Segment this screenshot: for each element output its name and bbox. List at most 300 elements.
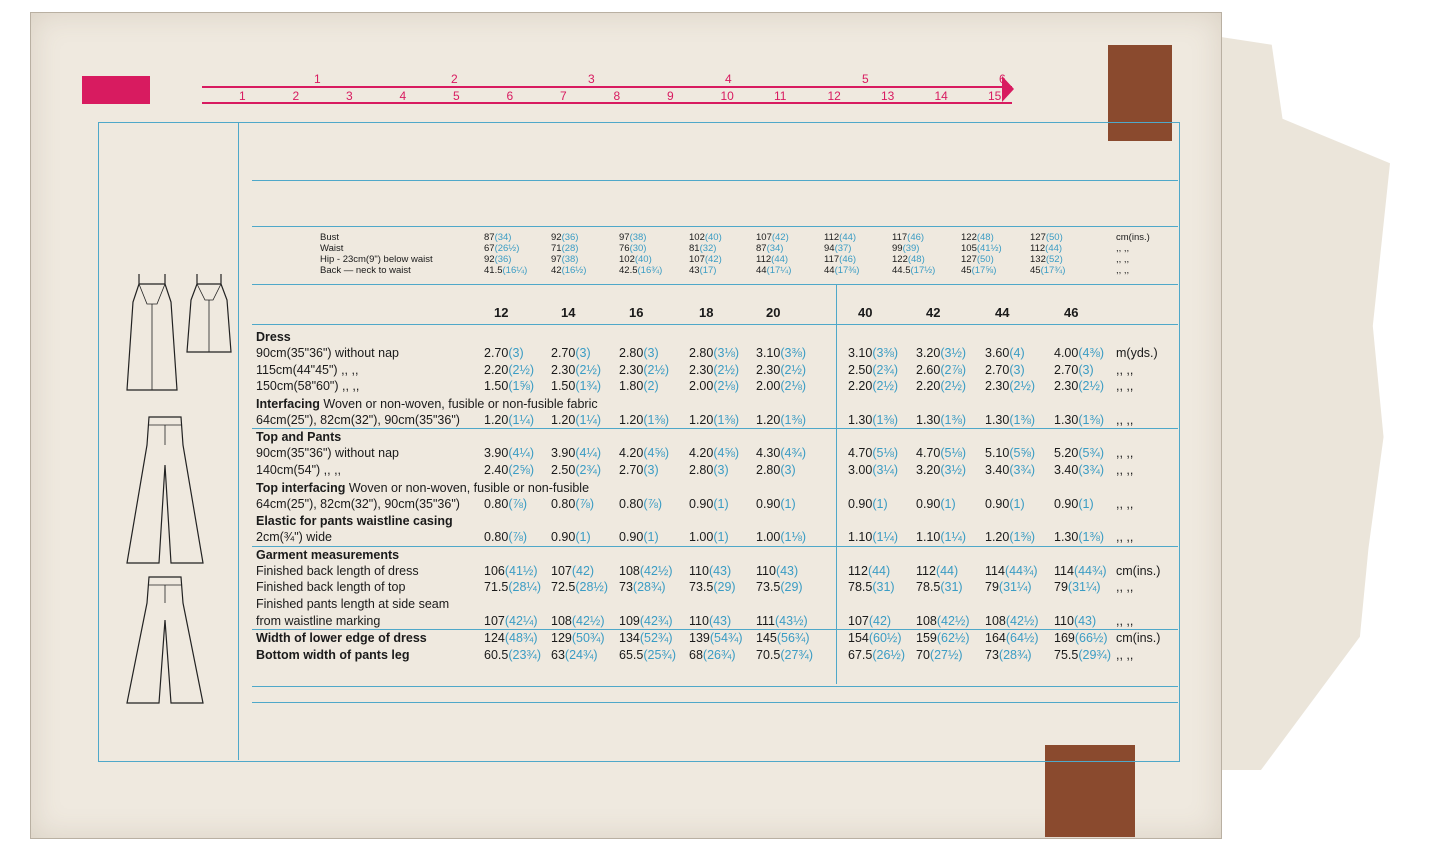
section-heading bbox=[256, 514, 453, 528]
amount-metric: 134 bbox=[619, 631, 640, 646]
amount-imperial: (3⅛) bbox=[713, 346, 740, 360]
measurement-imperial: (48) bbox=[976, 232, 994, 243]
fabric-amount bbox=[916, 363, 966, 377]
amount-metric: 68 bbox=[689, 647, 703, 662]
measurement-value bbox=[689, 232, 722, 243]
measurement-value bbox=[756, 243, 783, 254]
fabric-amount bbox=[551, 379, 601, 393]
measurement-imperial: (17½) bbox=[910, 265, 936, 276]
row-unit: ,, ,, bbox=[1116, 446, 1134, 461]
fabric-amount bbox=[848, 564, 890, 578]
measurement-metric: 43 bbox=[689, 265, 700, 276]
amount-metric: 107 bbox=[484, 613, 505, 628]
measurement-imperial: (38) bbox=[629, 232, 647, 243]
amount-metric: 108 bbox=[551, 613, 572, 628]
measurement-metric: 71 bbox=[551, 243, 562, 254]
section-heading-text: Interfacing bbox=[256, 396, 320, 411]
fabric-amount bbox=[484, 631, 538, 645]
amount-imperial: (31) bbox=[940, 580, 963, 595]
measurement-metric: 107 bbox=[756, 232, 772, 243]
fabric-amount bbox=[484, 363, 534, 377]
measurement-metric: 122 bbox=[892, 254, 908, 265]
amount-metric: 129 bbox=[551, 631, 572, 646]
measurement-metric: 97 bbox=[619, 232, 630, 243]
fabric-amount bbox=[985, 631, 1039, 645]
amount-imperial: (1⅝) bbox=[508, 379, 535, 394]
amount-metric: 2.40 bbox=[484, 463, 509, 477]
amount-imperial: (1¼) bbox=[940, 530, 967, 545]
amount-imperial: (⅞) bbox=[643, 496, 663, 511]
amount-metric: 1.10 bbox=[848, 530, 873, 545]
amount-imperial: (28¾) bbox=[632, 580, 666, 595]
fabric-amount bbox=[848, 648, 905, 662]
amount-imperial: (31) bbox=[872, 580, 895, 595]
amount-imperial: (42¾) bbox=[639, 613, 673, 628]
measurement-value bbox=[689, 265, 716, 276]
measurement-value bbox=[892, 243, 919, 254]
amount-imperial: (2⅛) bbox=[780, 379, 807, 394]
measurement-imperial: (32) bbox=[699, 243, 717, 254]
amount-imperial: (3¼) bbox=[872, 463, 899, 477]
measurement-value bbox=[892, 254, 925, 265]
section-heading-text: Top and Pants bbox=[256, 430, 342, 445]
amount-imperial: (5⅛) bbox=[872, 446, 899, 461]
amount-imperial: (44) bbox=[935, 563, 959, 578]
misses-women-divider bbox=[836, 284, 837, 684]
cm-tick: 1 bbox=[239, 89, 246, 103]
fabric-amount bbox=[916, 497, 956, 511]
measurement-imperial: (37) bbox=[834, 243, 852, 254]
fabric-amount bbox=[985, 497, 1025, 511]
amount-metric: 139 bbox=[689, 631, 710, 646]
measurement-value bbox=[824, 243, 851, 254]
amount-metric: 5.10 bbox=[985, 446, 1010, 461]
amount-imperial: (43½) bbox=[775, 613, 808, 628]
fabric-amount bbox=[848, 463, 898, 477]
amount-imperial: (3) bbox=[1078, 362, 1094, 377]
amount-metric: 79 bbox=[985, 580, 999, 595]
measurement-metric: 127 bbox=[1030, 232, 1046, 243]
amount-imperial: (1¾) bbox=[575, 379, 602, 394]
amount-metric: 109 bbox=[619, 613, 640, 628]
fabric-amount bbox=[756, 363, 806, 377]
amount-metric: 114 bbox=[1054, 563, 1074, 578]
inch-tick: 5 bbox=[862, 72, 869, 86]
amount-metric: 0.90 bbox=[985, 496, 1010, 511]
inch-tick: 2 bbox=[451, 72, 458, 86]
amount-imperial: (1) bbox=[780, 496, 796, 511]
fabric-amount bbox=[484, 446, 534, 460]
inch-tick: 3 bbox=[588, 72, 595, 86]
inch-tick: 6 bbox=[999, 72, 1006, 86]
fabric-amount bbox=[689, 530, 729, 544]
amount-imperial: (1⅜) bbox=[780, 412, 807, 427]
amount-metric: 169 bbox=[1054, 631, 1075, 646]
fabric-amount bbox=[985, 580, 1032, 594]
amount-imperial: (2½) bbox=[872, 379, 899, 394]
fabric-amount bbox=[916, 463, 966, 477]
fabric-amount bbox=[619, 614, 673, 628]
amount-metric: 1.20 bbox=[756, 412, 781, 427]
cm-tick: 15 bbox=[988, 89, 1002, 103]
fabric-amount bbox=[756, 346, 806, 360]
amount-imperial: (44) bbox=[867, 563, 891, 578]
fabric-amount bbox=[551, 580, 608, 594]
amount-imperial: (29) bbox=[780, 580, 803, 595]
measurement-imperial: (41½) bbox=[976, 243, 1002, 254]
measurement-imperial: (46) bbox=[907, 232, 925, 243]
fabric-amount bbox=[689, 631, 743, 645]
measurement-imperial: (42) bbox=[771, 232, 789, 243]
amount-metric: 2.30 bbox=[985, 379, 1010, 394]
amount-metric: 2.80 bbox=[619, 346, 644, 360]
fabric-amount bbox=[689, 580, 736, 594]
fabric-amount bbox=[689, 379, 739, 393]
amount-imperial: (43) bbox=[708, 563, 732, 578]
amount-imperial: (3) bbox=[643, 463, 659, 477]
measurement-value bbox=[1030, 265, 1065, 276]
amount-imperial: (2½) bbox=[713, 362, 740, 377]
measurement-metric: 94 bbox=[824, 243, 835, 254]
amount-imperial: (42) bbox=[868, 613, 892, 628]
amount-imperial: (1) bbox=[575, 530, 591, 545]
amount-imperial: (1⅜) bbox=[1009, 412, 1036, 427]
measurement-imperial: (39) bbox=[902, 243, 920, 254]
fabric-amount bbox=[619, 379, 659, 393]
fabric-amount bbox=[619, 648, 676, 662]
inch-tick: 4 bbox=[725, 72, 732, 86]
amount-imperial: (1⅜) bbox=[1078, 530, 1105, 545]
size-header: 44 bbox=[995, 305, 1010, 320]
amount-imperial: (4) bbox=[1009, 346, 1025, 360]
row-label: from waistline marking bbox=[256, 613, 381, 628]
amount-metric: 2.50 bbox=[551, 463, 576, 477]
amount-metric: 2.00 bbox=[689, 379, 714, 394]
cm-tick: 10 bbox=[720, 89, 734, 103]
fabric-amount bbox=[689, 463, 729, 477]
amount-imperial: (3¾) bbox=[1078, 463, 1105, 477]
pants-sketch-2 bbox=[125, 575, 205, 705]
measurement-imperial: (52) bbox=[1045, 254, 1063, 265]
measurement-imperial: (38) bbox=[561, 254, 579, 265]
fabric-amount bbox=[1054, 379, 1104, 393]
fabric-amount bbox=[1054, 631, 1108, 645]
measurement-imperial: (16¼) bbox=[502, 265, 528, 276]
amount-metric: 78.5 bbox=[916, 580, 941, 595]
fabric-amount bbox=[916, 379, 966, 393]
amount-metric: 2.70 bbox=[484, 346, 509, 360]
measurement-value bbox=[619, 243, 646, 254]
amount-metric: 1.20 bbox=[484, 412, 509, 427]
fabric-amount bbox=[689, 564, 731, 578]
measurement-value bbox=[892, 265, 935, 276]
amount-metric: 1.50 bbox=[484, 379, 509, 394]
measurement-metric: 76 bbox=[619, 243, 630, 254]
amount-metric: 0.90 bbox=[619, 530, 644, 545]
fabric-amount bbox=[985, 648, 1032, 662]
amount-imperial: (27½) bbox=[929, 647, 963, 662]
cm-tick: 9 bbox=[667, 89, 674, 103]
measurement-metric: 42 bbox=[551, 265, 562, 276]
size-header: 40 bbox=[858, 305, 873, 320]
measurement-metric: 105 bbox=[961, 243, 977, 254]
amount-imperial: (1) bbox=[713, 496, 729, 511]
measurement-imperial: (40) bbox=[704, 232, 722, 243]
row-unit: ,, ,, bbox=[1116, 647, 1134, 662]
row-label: 140cm(54") ,, ,, bbox=[256, 463, 342, 477]
amount-imperial: (2¾) bbox=[575, 463, 602, 477]
fabric-amount bbox=[985, 446, 1035, 460]
amount-metric: 2.70 bbox=[619, 463, 644, 477]
amount-imperial: (1⅜) bbox=[1078, 412, 1105, 427]
amount-imperial: (26¾) bbox=[702, 647, 736, 662]
amount-metric: 3.20 bbox=[916, 346, 941, 360]
amount-imperial: (5¾) bbox=[1078, 446, 1105, 461]
fabric-amount bbox=[689, 648, 736, 662]
measurement-metric: 45 bbox=[1030, 265, 1041, 276]
fabric-amount bbox=[985, 413, 1035, 427]
amount-imperial: (1) bbox=[1078, 496, 1094, 511]
row-unit: cm(ins.) bbox=[1116, 563, 1161, 578]
measurement-label: Bust bbox=[320, 232, 340, 243]
row-label: Width of lower edge of dress bbox=[256, 631, 427, 646]
amount-imperial: (42½) bbox=[1005, 613, 1039, 628]
amount-imperial: (1⅜) bbox=[1009, 530, 1036, 545]
amount-imperial: (48¾) bbox=[504, 631, 538, 646]
amount-imperial: (42½) bbox=[639, 563, 673, 578]
amount-imperial: (4⅝) bbox=[713, 446, 740, 461]
measurement-metric: 127 bbox=[961, 254, 977, 265]
amount-metric: 4.30 bbox=[756, 446, 781, 461]
cm-tick: 5 bbox=[453, 89, 460, 103]
fabric-amount bbox=[756, 564, 798, 578]
amount-metric: 5.20 bbox=[1054, 446, 1079, 461]
amount-imperial: (29) bbox=[713, 580, 736, 595]
amount-metric: 0.80 bbox=[484, 530, 509, 545]
measurement-metric: 87 bbox=[484, 232, 495, 243]
amount-imperial: (2⅝) bbox=[508, 463, 535, 477]
amount-imperial: (2⅛) bbox=[713, 379, 740, 394]
amount-metric: 0.90 bbox=[848, 496, 873, 511]
row-label: Bottom width of pants leg bbox=[256, 647, 410, 662]
fabric-amount bbox=[619, 463, 659, 477]
amount-imperial: (2½) bbox=[643, 362, 670, 377]
fabric-amount bbox=[551, 631, 605, 645]
section-heading-text: Garment measurements bbox=[256, 547, 400, 562]
measurement-imperial: (40) bbox=[634, 254, 652, 265]
amount-metric: 3.00 bbox=[848, 463, 873, 477]
amount-imperial: (4¼) bbox=[575, 446, 602, 461]
amount-metric: 0.90 bbox=[1054, 496, 1079, 511]
amount-metric: 1.00 bbox=[689, 530, 714, 545]
cm-tick: 7 bbox=[560, 89, 567, 103]
measurement-value bbox=[551, 265, 586, 276]
fabric-amount bbox=[551, 413, 601, 427]
amount-imperial: (26½) bbox=[872, 647, 905, 662]
measurement-metric: 44 bbox=[756, 265, 767, 276]
measurement-metric: 81 bbox=[689, 243, 700, 254]
measurement-imperial: (34) bbox=[494, 232, 512, 243]
measurement-value bbox=[551, 232, 578, 243]
size-header: 20 bbox=[766, 305, 781, 320]
fabric-amount bbox=[916, 446, 966, 460]
amount-metric: 2.20 bbox=[484, 362, 509, 377]
amount-metric: 2.30 bbox=[689, 362, 714, 377]
fabric-amount bbox=[756, 631, 810, 645]
fabric-amount bbox=[848, 631, 902, 645]
amount-metric: 3.90 bbox=[551, 446, 576, 461]
amount-metric: 164 bbox=[985, 631, 1006, 646]
fabric-amount bbox=[985, 463, 1035, 477]
fabric-amount bbox=[985, 530, 1035, 544]
amount-metric: 1.20 bbox=[985, 530, 1010, 545]
amount-metric: 2.20 bbox=[916, 379, 941, 394]
measurement-value bbox=[1030, 232, 1063, 243]
amount-metric: 70 bbox=[916, 647, 930, 662]
measurement-value bbox=[484, 265, 527, 276]
fabric-amount bbox=[1054, 580, 1101, 594]
amount-metric: 1.30 bbox=[1054, 412, 1079, 427]
amount-imperial: (28¾) bbox=[998, 647, 1032, 662]
amount-metric: 1.30 bbox=[916, 412, 941, 427]
row-label: 90cm(35"36") without nap bbox=[256, 346, 399, 360]
measurement-label: Hip - 23cm(9") below waist bbox=[320, 254, 433, 265]
row-label: 2cm(¾") wide bbox=[256, 530, 332, 545]
fabric-amount bbox=[689, 614, 731, 628]
amount-imperial: (62½) bbox=[936, 631, 970, 646]
measurement-unit: ,, ,, bbox=[1116, 254, 1130, 265]
measurement-value bbox=[892, 232, 924, 243]
size-header: 18 bbox=[699, 305, 714, 320]
row-unit: ,, ,, bbox=[1116, 362, 1134, 377]
fabric-amount bbox=[848, 446, 898, 460]
amount-imperial: (3⅜) bbox=[872, 346, 899, 360]
measurement-imperial: (44) bbox=[839, 232, 857, 243]
fabric-amount bbox=[1054, 446, 1104, 460]
fabric-amount bbox=[619, 564, 673, 578]
measurement-metric: 97 bbox=[551, 254, 562, 265]
section-heading bbox=[256, 330, 291, 344]
amount-metric: 112 bbox=[916, 563, 936, 578]
amount-metric: 2.70 bbox=[1054, 362, 1079, 377]
amount-metric: 4.70 bbox=[848, 446, 873, 461]
fabric-amount bbox=[916, 631, 970, 645]
size-header: 46 bbox=[1064, 305, 1079, 320]
amount-metric: 1.30 bbox=[848, 412, 873, 427]
inch-tick: 1 bbox=[314, 72, 321, 86]
fabric-amount bbox=[551, 564, 594, 578]
amount-metric: 78.5 bbox=[848, 580, 873, 595]
amount-metric: 111 bbox=[756, 613, 776, 628]
amount-metric: 4.20 bbox=[619, 446, 644, 461]
fabric-amount bbox=[848, 346, 898, 360]
row-label: 90cm(35"36") without nap bbox=[256, 446, 399, 461]
amount-imperial: (3¾) bbox=[1009, 463, 1036, 477]
row-unit: m(yds.) bbox=[1116, 346, 1158, 360]
measurement-imperial: (28) bbox=[561, 243, 579, 254]
amount-metric: 2.30 bbox=[619, 362, 644, 377]
amount-imperial: (2½) bbox=[1009, 379, 1036, 394]
cm-tick: 2 bbox=[292, 89, 300, 103]
row-label: Finished back length of dress bbox=[256, 563, 419, 578]
measurement-imperial: (30) bbox=[629, 243, 647, 254]
amount-imperial: (28½) bbox=[575, 580, 608, 595]
amount-metric: 0.80 bbox=[484, 496, 509, 511]
amount-metric: 2.80 bbox=[689, 463, 714, 477]
amount-imperial: (4¾) bbox=[780, 446, 807, 461]
fabric-amount bbox=[551, 446, 601, 460]
amount-imperial: (2½) bbox=[575, 362, 602, 377]
amount-imperial: (42¼) bbox=[504, 613, 538, 628]
amount-imperial: (1⅜) bbox=[940, 412, 967, 427]
fabric-amount bbox=[484, 346, 524, 360]
measurement-value bbox=[484, 243, 519, 254]
measurement-metric: 122 bbox=[961, 232, 977, 243]
amount-imperial: (29¾) bbox=[1078, 647, 1111, 662]
section-heading-text: Dress bbox=[256, 330, 291, 344]
amount-imperial: (42½) bbox=[936, 613, 970, 628]
section-heading bbox=[256, 548, 399, 562]
fabric-amount bbox=[619, 346, 659, 360]
row-unit: ,, ,, bbox=[1116, 379, 1134, 394]
amount-metric: 3.40 bbox=[1054, 463, 1079, 477]
amount-imperial: (4¼) bbox=[508, 446, 535, 461]
amount-metric: 110 bbox=[689, 613, 709, 628]
fabric-amount bbox=[756, 413, 806, 427]
amount-metric: 106 bbox=[484, 563, 505, 578]
row-unit: ,, ,, bbox=[1116, 412, 1134, 427]
fabric-amount bbox=[551, 614, 605, 628]
fabric-amount bbox=[484, 413, 534, 427]
amount-imperial: (2½) bbox=[508, 362, 535, 377]
fabric-amount bbox=[619, 363, 669, 377]
measurement-metric: 45 bbox=[961, 265, 972, 276]
row-unit: ,, ,, bbox=[1116, 496, 1134, 511]
amount-imperial: (2⅞) bbox=[940, 362, 967, 377]
amount-imperial: (25¾) bbox=[643, 647, 676, 662]
fabric-amount bbox=[484, 530, 527, 544]
amount-metric: 3.10 bbox=[756, 346, 781, 360]
amount-imperial: (1) bbox=[643, 530, 659, 545]
amount-imperial: (43) bbox=[775, 563, 799, 578]
fabric-amount bbox=[916, 614, 970, 628]
amount-metric: 4.70 bbox=[916, 446, 941, 461]
amount-imperial: (3) bbox=[1009, 362, 1025, 377]
measurement-imperial: (16½) bbox=[561, 265, 587, 276]
fabric-amount bbox=[756, 379, 806, 393]
measurement-imperial: (34) bbox=[766, 243, 784, 254]
amount-metric: 154 bbox=[848, 631, 869, 646]
row-unit: cm(ins.) bbox=[1116, 631, 1161, 646]
amount-imperial: (1¼) bbox=[575, 412, 602, 427]
cm-tick: 11 bbox=[774, 89, 787, 103]
row-unit: ,, ,, bbox=[1116, 613, 1134, 628]
measurement-value bbox=[756, 265, 791, 276]
measurement-value bbox=[961, 254, 994, 265]
measurement-imperial: (48) bbox=[907, 254, 925, 265]
fabric-amount bbox=[1054, 363, 1094, 377]
amount-metric: 2.80 bbox=[756, 463, 781, 477]
amount-imperial: (1¼) bbox=[508, 412, 535, 427]
section-rule bbox=[252, 629, 1178, 630]
measurement-imperial: (50) bbox=[1045, 232, 1063, 243]
amount-metric: 3.60 bbox=[985, 346, 1010, 360]
amount-imperial: (64½) bbox=[1005, 631, 1039, 646]
section-heading-note: Woven or non-woven, fusible or non-fusible fabric bbox=[323, 396, 598, 411]
amount-metric: 2.70 bbox=[985, 362, 1010, 377]
measurement-metric: 87 bbox=[756, 243, 767, 254]
amount-imperial: (3½) bbox=[940, 346, 967, 360]
